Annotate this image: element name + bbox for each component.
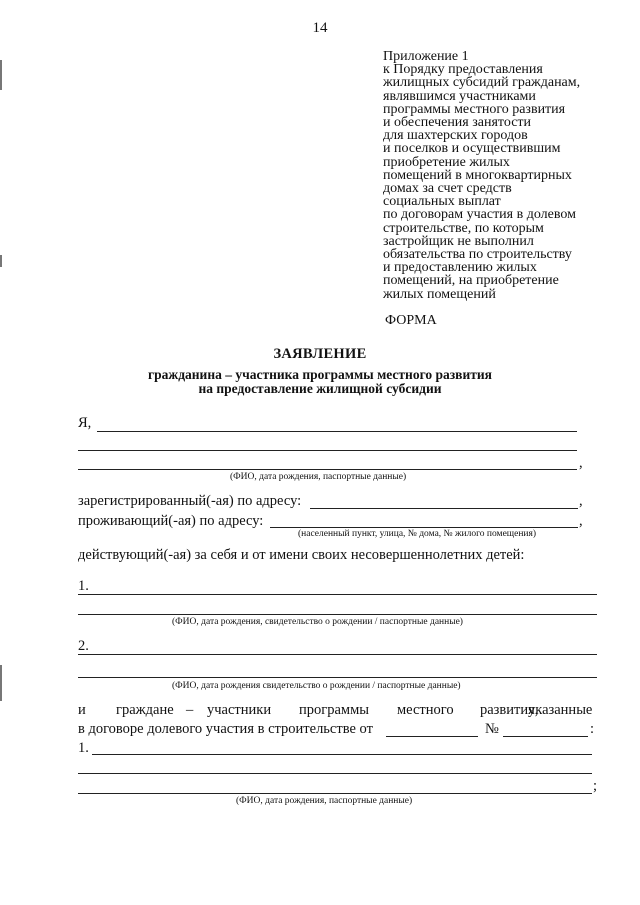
caption-fio2: (ФИО, дата рождения, паспортные данные) (236, 796, 413, 806)
residing-address-field[interactable] (270, 527, 578, 528)
citizens-word: развития, (480, 702, 539, 718)
citizens-word: – (186, 702, 194, 718)
scan-edge-mark (0, 60, 2, 90)
appendix-line: жилых помещений (383, 286, 496, 302)
scan-edge-mark (0, 665, 2, 701)
citizens-word: программы (299, 702, 369, 718)
comma: , (579, 513, 583, 529)
comma: , (579, 455, 583, 471)
citizens-word: граждане (116, 702, 174, 718)
colon: : (590, 721, 595, 737)
residing-address-label: проживающий(-ая) по адресу: (78, 513, 264, 529)
appendix-line: Приложение 1 (383, 49, 469, 64)
ya-label: Я, (78, 415, 92, 431)
appendix-line: домах за счет средств (383, 181, 512, 197)
fio-field-line1[interactable] (97, 431, 577, 432)
registered-address-label: зарегистрированный(-ая) по адресу: (78, 493, 302, 509)
appendix-line: для шахтерских городов (383, 128, 528, 144)
child2-field-line1[interactable] (78, 654, 597, 655)
semicolon: ; (593, 778, 598, 794)
caption-child1: (ФИО, дата рождения, свидетельство о рождении / паспортные данные) (172, 617, 463, 627)
contract-number-field[interactable] (503, 736, 588, 737)
document-subtitle-line2: на предоставление жилищной субсидии (198, 381, 442, 396)
number-sign: № (485, 721, 499, 737)
citizens-word: местного (397, 702, 454, 718)
appendix-line: приобретение жилых (383, 154, 510, 170)
caption-child2: (ФИО, дата рождения свидетельство о рождении / паспортные данные) (172, 681, 461, 691)
citizens-word: и (78, 702, 86, 718)
caption-fio: (ФИО, дата рождения, паспортные данные) (230, 472, 407, 482)
appendix-line: программы местного развития (383, 101, 566, 117)
appendix-line: застройщик не выполнил (383, 233, 534, 249)
appendix-line: являвшимся участниками (383, 88, 536, 104)
citizen1-field-line1[interactable] (92, 754, 592, 755)
caption-address: (населенный пункт, улица, № дома, № жилого помещения) (298, 529, 537, 539)
comma: , (579, 493, 583, 509)
appendix-line: и обеспечения занятости (383, 115, 532, 131)
appendix-line: к Порядку предоставления (383, 62, 543, 78)
child2-field-line2[interactable] (78, 677, 597, 678)
contract-date-field[interactable] (386, 736, 478, 737)
document-title: ЗАЯВЛЕНИЕ (273, 346, 367, 362)
appendix-line: обязательства по строительству (383, 247, 572, 263)
citizen1-number: 1. (78, 740, 89, 756)
fio-field-line3[interactable] (78, 469, 577, 470)
acting-text: действующий(-ая) за себя и от имени своих несовершеннолетних детей: (78, 547, 525, 563)
child2-number: 2. (78, 638, 89, 654)
appendix-line: помещений, на приобретение (383, 273, 559, 289)
appendix-line: жилищных субсидий гражданам, (383, 75, 581, 91)
appendix-line: и поселков и осуществившим (383, 141, 561, 157)
appendix-line: и предоставлению жилых (383, 260, 537, 276)
appendix-line: по договорам участия в долевом (383, 207, 576, 223)
contract-text: в договоре долевого участия в строительстве от (78, 721, 373, 737)
fio-field-line2[interactable] (78, 450, 577, 451)
appendix-line: помещений в многоквартирных (383, 167, 572, 183)
appendix-line: социальных выплат (383, 194, 501, 210)
appendix-header (383, 50, 628, 301)
registered-address-field[interactable] (310, 508, 578, 509)
citizen1-field-line2[interactable] (78, 773, 592, 774)
form-label: ФОРМА (385, 313, 437, 328)
child1-field-line2[interactable] (78, 614, 597, 615)
appendix-line: строительстве, по которым (383, 220, 544, 236)
citizens-word: участники (207, 702, 272, 718)
document-subtitle-line1: гражданина – участника программы местного развития (148, 367, 492, 382)
child1-field-line1[interactable] (78, 594, 597, 595)
scan-edge-mark (0, 255, 2, 267)
child1-number: 1. (78, 578, 89, 594)
page-number: 14 (312, 20, 328, 36)
citizens-word: указанные (528, 702, 593, 718)
citizen1-field-line3[interactable] (78, 793, 592, 794)
